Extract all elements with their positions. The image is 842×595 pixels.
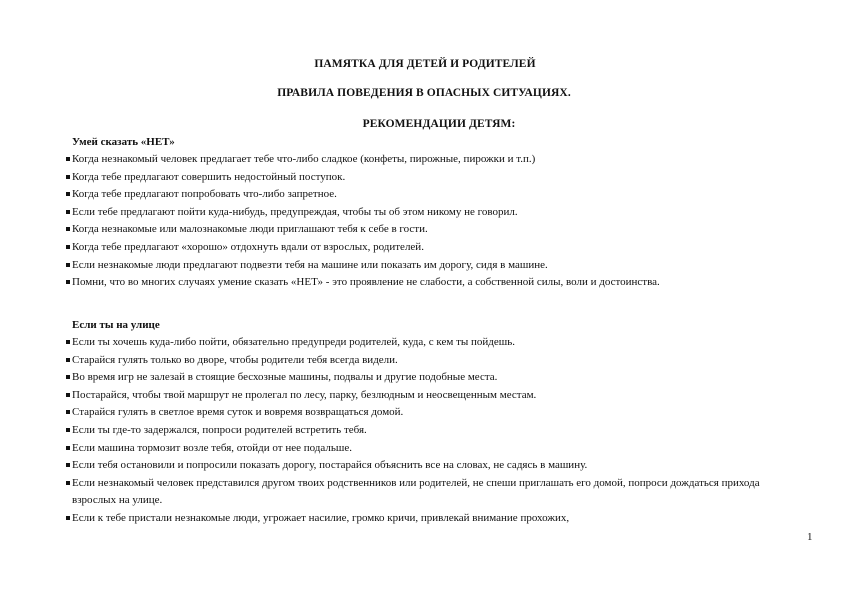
list-item: Когда незнакомые или малознакомые люди приглашают тебя к себе в гости. bbox=[66, 221, 766, 239]
list-item: Постарайся, чтобы твой маршрут не пролегал по лесу, парку, безлюдным и неосвещенным местам. bbox=[66, 387, 766, 405]
list-item: Когда тебе предлагают попробовать что-либо запретное. bbox=[66, 186, 766, 204]
list-item: Старайся гулять в светлое время суток и вовремя возвращаться домой. bbox=[66, 404, 766, 422]
list-item: Когда тебе предлагают «хорошо» отдохнуть вдали от взрослых, родителей. bbox=[66, 239, 766, 257]
section-heading: Если ты на улице bbox=[72, 319, 160, 331]
list-item: Если незнакомые люди предлагают подвезти тебя на машине или показать им дорогу, сидя в машине. bbox=[66, 257, 766, 275]
recommendations-heading: РЕКОМЕНДАЦИИ ДЕТЯМ: bbox=[362, 118, 516, 130]
list-item: Старайся гулять только во дворе, чтобы родители тебя всегда видели. bbox=[66, 352, 766, 370]
list-item: Если ты где-то задержался, попроси родителей встретить тебя. bbox=[66, 422, 766, 440]
list-item: Помни, что во многих случаях умение сказать «НЕТ» - это проявление не слабости, а собственной силы, воли и достоинства. bbox=[66, 274, 766, 292]
list-item: Если машина тормозит возле тебя, отойди от нее подальше. bbox=[66, 440, 766, 458]
list-item: Когда незнакомый человек предлагает тебе что-либо сладкое (конфеты, пирожные, пирожки и т.п.) bbox=[66, 151, 766, 169]
list-item: Если тебя остановили и попросили показать дорогу, постарайся объяснить все на словах, не садясь в машину. bbox=[66, 457, 766, 475]
list-item: Если ты хочешь куда-либо пойти, обязательно предупреди родителей, куда, с кем ты пойдешь. bbox=[66, 334, 766, 352]
section-on-street bbox=[66, 317, 766, 528]
list-item: Если к тебе пристали незнакомые люди, угрожает насилие, громко кричи, привлекай внимание прохожих, bbox=[66, 510, 766, 528]
page-number: 1 bbox=[807, 531, 813, 543]
rule-list bbox=[66, 151, 766, 292]
section-heading: Умей сказать «НЕТ» bbox=[72, 136, 175, 148]
document-subtitle: ПРАВИЛА ПОВЕДЕНИЯ В ОПАСНЫХ СИТУАЦИЯХ. bbox=[277, 87, 571, 99]
document-title: ПАМЯТКА ДЛЯ ДЕТЕЙ И РОДИТЕЛЕЙ bbox=[314, 58, 536, 70]
list-item: Если тебе предлагают пойти куда-нибудь, предупреждая, чтобы ты об этом никому не говорил. bbox=[66, 204, 766, 222]
list-item: Когда тебе предлагают совершить недостойный поступок. bbox=[66, 169, 766, 187]
list-item: Во время игр не залезай в стоящие бесхозные машины, подвалы и другие подобные места. bbox=[66, 369, 766, 387]
section-say-no bbox=[66, 134, 766, 292]
rule-list bbox=[66, 334, 766, 528]
list-item: Если незнакомый человек представился другом твоих родственников или родителей, не спеши приглашать его домой, попроси дождаться прихода взрослых на улице. bbox=[66, 475, 766, 510]
